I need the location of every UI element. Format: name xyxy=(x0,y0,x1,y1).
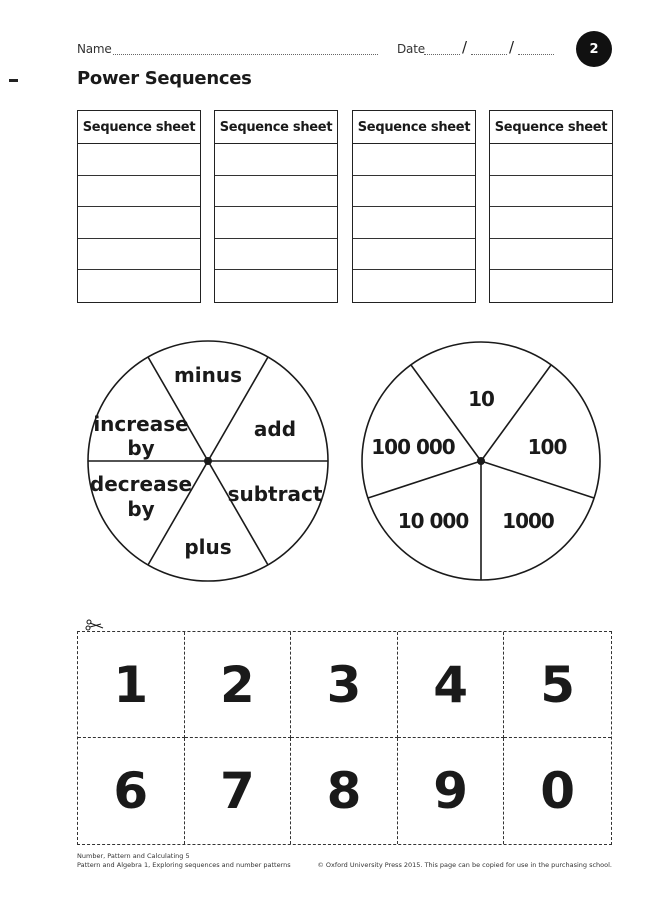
date-label: Date xyxy=(397,42,425,56)
number-card-7[interactable]: 7 xyxy=(185,738,292,844)
segment-increase-by-line2: by xyxy=(127,436,155,460)
number-card-5[interactable]: 5 xyxy=(504,632,611,738)
date-separator: / xyxy=(509,38,515,56)
number-card-1[interactable]: 1 xyxy=(78,632,185,738)
name-label: Name xyxy=(77,42,112,56)
number-card-4[interactable]: 4 xyxy=(398,632,505,738)
number-card-2[interactable]: 2 xyxy=(185,632,292,738)
sequence-sheet-heading: Sequence sheet xyxy=(215,111,337,144)
segment-10000: 10 000 xyxy=(397,509,469,533)
segment-increase-by-line1: increase xyxy=(93,412,189,436)
page-title: Power Sequences xyxy=(77,68,252,89)
footer-book-title: Number, Pattern and Calculating 5 xyxy=(77,852,190,860)
number-card-8[interactable]: 8 xyxy=(291,738,398,844)
segment-decrease-by-line1: decrease xyxy=(89,472,193,496)
segment-1000: 1000 xyxy=(502,509,554,533)
date-separator: / xyxy=(462,38,468,56)
segment-10: 10 xyxy=(468,387,494,411)
segment-minus: minus xyxy=(173,363,243,387)
segment-plus: plus xyxy=(184,535,232,559)
segment-subtract: subtract xyxy=(227,482,323,506)
number-card-3[interactable]: 3 xyxy=(291,632,398,738)
number-card-9[interactable]: 9 xyxy=(398,738,505,844)
segment-add: add xyxy=(253,417,297,441)
footer-unit-title: Pattern and Algebra 1, Exploring sequences and number patterns xyxy=(77,861,291,869)
segment-decrease-by-line2: by xyxy=(127,497,155,521)
segment-100000: 100 000 xyxy=(371,435,455,459)
footer-copyright: © Oxford University Press 2015. This page can be copied for use in the purchasing school. xyxy=(317,861,612,869)
scissors-icon xyxy=(86,620,103,630)
powers-spinner[interactable] xyxy=(362,342,600,580)
segment-100: 100 xyxy=(527,435,567,459)
sequence-sheet-heading: Sequence sheet xyxy=(353,111,475,144)
number-cards-cutout xyxy=(77,631,612,845)
number-card-0[interactable]: 0 xyxy=(540,762,576,820)
sequence-sheet-heading: Sequence sheet xyxy=(490,111,612,144)
sequence-sheet-heading: Sequence sheet xyxy=(78,111,200,144)
number-card-6[interactable]: 6 xyxy=(78,738,185,844)
page-number-badge: 2 xyxy=(576,31,612,67)
